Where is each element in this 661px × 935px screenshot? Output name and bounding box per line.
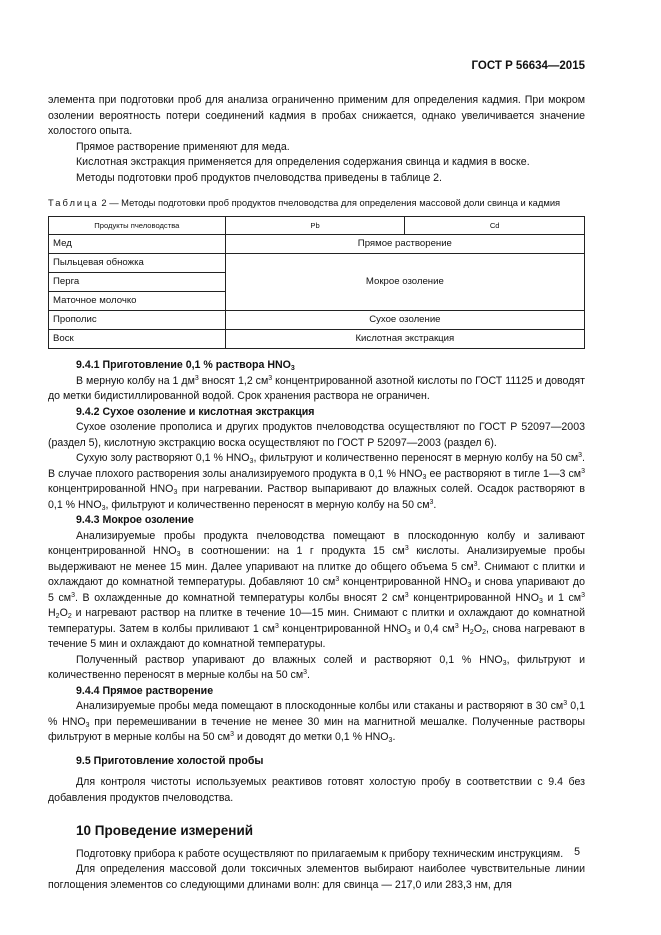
sample-prep-table — [48, 216, 585, 349]
table-cell: Кислотная экстракция — [225, 330, 584, 349]
table-row — [49, 311, 585, 330]
paragraph: Кислотная экстракция применяется для определения содержания свинца и кадмия в воске. — [76, 156, 530, 168]
standard-code: ГОСТ Р 56634—2015 — [471, 60, 585, 72]
table-cell: Мокрое озоление — [225, 254, 584, 311]
table-cell: Прополис — [49, 311, 226, 330]
table-header-row — [49, 217, 585, 235]
document-body — [48, 93, 585, 893]
table-cell: Перга — [49, 273, 226, 292]
table-cell: Маточное молочко — [49, 292, 226, 311]
table-cell: Пыльцевая обножка — [49, 254, 226, 273]
paragraph: элемента при подготовки проб для анализа ограниченно применим для определения кадмия. При мокром озолении вероятность потери соединений кадмия в пробах снижается, однако увеличивается значение холостого опыта. — [48, 94, 585, 137]
paragraph: Анализируемые пробы меда помещают в плоскодонные колбы или стаканы и растворяют в 30 $см^3$ 0,1 % $HNO_3$ при перемешивании в течение не менее 30 мин на магнитной мешалке. Полученные растворы фильтруют в мерные колбы на 50 $см^3$ и доводят до метки 0,1 % $HNO_3$. — [48, 700, 586, 744]
paragraph: Прямое растворение применяют для меда. — [76, 140, 290, 153]
table-row — [49, 235, 585, 254]
paragraph: В мерную колбу на 1 $дм^3$ вносят 1,2 $см^3$ концентрированной азотной кислоты по ГОСТ 11125 и доводят до метки бидистиллированной водой. Срок хранения раствора не ограничен. — [48, 374, 585, 402]
table-row — [49, 330, 585, 349]
column-header: Cd — [405, 217, 585, 235]
section-heading: 9.5 Приготовление холостой пробы — [76, 754, 264, 767]
table-cell: Воск — [49, 330, 226, 349]
paragraph: Полученный раствор упаривают до влажных солей и растворяют 0,1 % $HNO_3$, фильтруют и количественно переносят в мерные колбы на 50 $см^3$. — [48, 653, 585, 681]
section-heading: 9.4.2 Сухое озоление и кислотная экстракция — [76, 405, 315, 418]
column-header: Продукты пчеловодства — [49, 217, 226, 235]
table-row — [49, 254, 585, 273]
page-number: 5 — [574, 846, 580, 858]
section-heading: 9.4.3 Мокрое озоление — [76, 514, 194, 526]
paragraph: Подготовку прибора к работе осуществляют по прилагаемым к прибору техническим инструкциям. — [76, 847, 564, 860]
paragraph: Методы подготовки проб продуктов пчеловодства приведены в таблице 2. — [76, 171, 443, 184]
paragraph: Анализируемые пробы продукта пчеловодства помещают в плоскодонную колбу и заливают концентрированной $HNO_3$ в соотношении: на 1 г продукта 15 $см^3$ кислоты. Анализируемые пробы выдерживают не менее 15 мин. Далее упаривают на плитке до общего объема 5 $см^3$. Снимают с плитки и охлаждают до комнатной температуры. Добавляют 10 $см^3$ концентрированной $HNO_3$ и снова упаривают до 5 $см^3$. В охлажденные до комнатной температуры колбы вносят 2 $см^3$ концентрированной $HNO_3$ и 1 $см^3$ $H_2O_2$ и нагревают раствор на плитке в течение 10—15 мин. Снимают с плитки и охлаждают до комнатной температуры. Затем в колбы приливают 1 $см^3$ концентрированной $HNO_3$ и 0,4 $см^3$ $H_2O_2$, снова нагревают в течение 5 мин и охлаждают до комнатной температуры. — [48, 529, 586, 650]
section-heading: 9.4.1 Приготовление 0,1 % раствора $HNO_3$ — [76, 359, 295, 372]
table-cell: Мед — [49, 235, 226, 254]
section-heading: 9.4.4 Прямое растворение — [76, 684, 214, 697]
chapter-heading: 10 Проведение измерений — [76, 823, 254, 838]
paragraph: Для определения массовой доли токсичных элементов выбирают наиболее чувствительные линии поглощения элементов со следующими длинами волн: для свинца — 217,0 или 283,3 нм, для — [48, 863, 585, 891]
table-cell: Прямое растворение — [225, 235, 584, 254]
column-header: Pb — [225, 217, 405, 235]
paragraph: Сухую золу растворяют 0,1 % $HNO_3$, фильтруют и количественно переносят в мерную колбу на 50 $см^3$. В случае плохого растворения золы анализируемого продукта в 0,1 % $HNO_3$ ее растворяют в тигле 1—3 $см^3$ концентрированной $HNO_3$ при нагревании. Раствор выпаривают до влажных солей. Осадок растворяют в 0,1 % $HNO_3$, фильтруют и количественно переносят в мерную колбу на 50 $см^3$. — [48, 452, 585, 512]
table-cell: Сухое озоление — [225, 311, 584, 330]
table-caption: Таблица 2 — Методы подготовки проб продуктов пчеловодства для определения массовой доли свинца и кадмия — [48, 197, 561, 208]
paragraph: Сухое озоление прополиса и других продуктов пчеловодства осуществляют по ГОСТ Р 52097—2003 (раздел 5), кислотную экстракцию воска осуществляют по ГОСТ Р 52097—2003 (раздел 6). — [48, 421, 585, 449]
paragraph: Для контроля чистоты используемых реактивов готовят холостую пробу в соответствии с 9.4 без добавления продуктов пчеловодства. — [48, 776, 585, 804]
